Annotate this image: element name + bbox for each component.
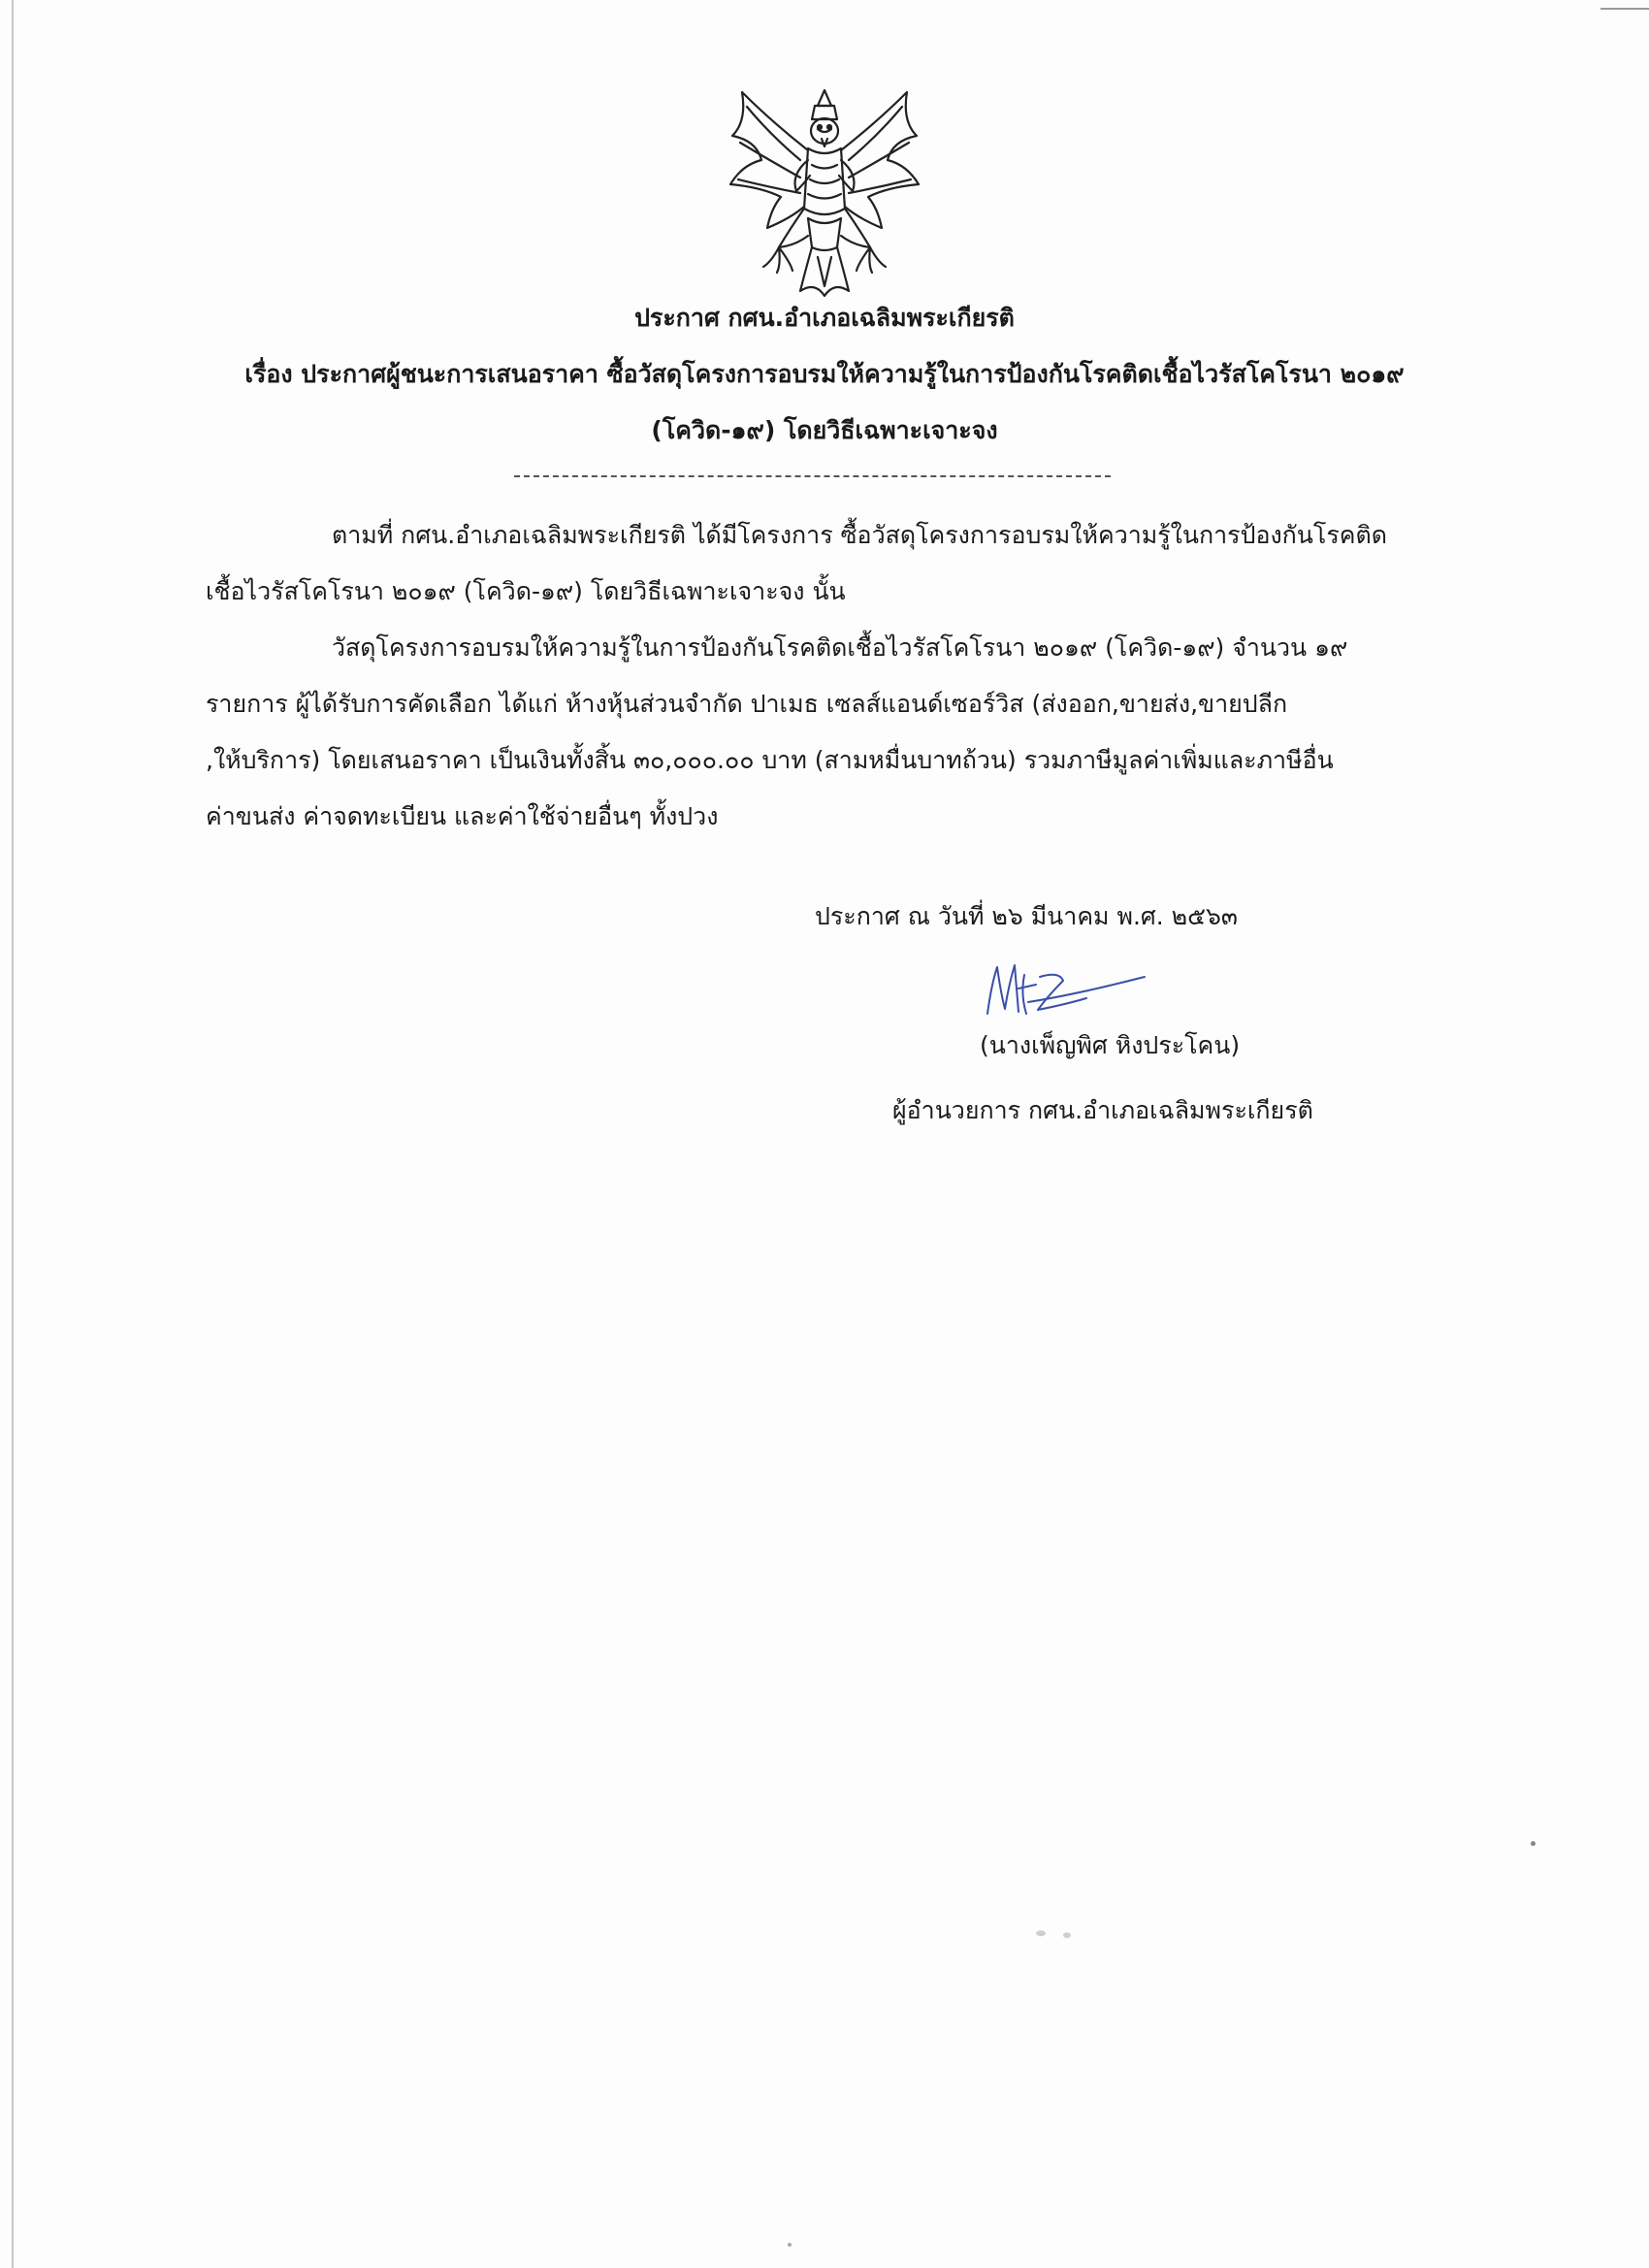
scan-edge-top <box>1600 8 1649 10</box>
paragraph-1-line-2: เชื้อไวรัสโคโรนา ๒๐๑๙ (โควิด-๑๙) โดยวิธีเฉพาะเจาะจง นั้น <box>206 577 846 605</box>
announcement-subject-line-2: (โควิด-๑๙) โดยวิธีเฉพาะเจาะจง <box>651 416 998 444</box>
announcement-date: ประกาศ ณ วันที่ ๒๖ มีนาคม พ.ศ. ๒๕๖๓ <box>815 902 1239 930</box>
scan-edge-left <box>12 0 14 2268</box>
paragraph-2-line-2: รายการ ผู้ได้รับการคัดเลือก ได้แก่ ห้างหุ้นส่วนจำกัด ปาเมธ เซลส์แอนด์เซอร์วิส (ส่งออก,ขายส่ง,ขายปลีก <box>206 690 1288 718</box>
paragraph-2-line-4: ค่าขนส่ง ค่าจดทะเบียน และค่าใช้จ่ายอื่นๆ ทั้งปวง <box>206 802 719 830</box>
paragraph-2-line-1: วัสดุโครงการอบรมให้ความรู้ในการป้องกันโรคติดเชื้อไวรัสโคโรนา ๒๐๑๙ (โควิด-๑๙) จำนวน ๑๙ <box>332 633 1348 662</box>
paragraph-1-line-1: ตามที่ กศน.อำเภอเฉลิมพระเกียรติ ได้มีโครงการ ซื้อวัสดุโครงการอบรมให้ความรู้ในการป้องกันโรคติด <box>332 521 1387 549</box>
dashed-separator <box>514 475 1111 477</box>
garuda-emblem-icon <box>703 82 946 301</box>
announcement-subject-line-1: เรื่อง ประกาศผู้ชนะการเสนอราคา ซื้อวัสดุโครงการอบรมให้ความรู้ในการป้องกันโรคติดเชื้อไวรัสโคโรนา ๒๐๑๙ <box>244 360 1405 388</box>
handwritten-signature-icon <box>970 956 1164 1023</box>
scan-speck <box>1063 1932 1071 1938</box>
paragraph-2-line-3: ,ให้บริการ) โดยเสนอราคา เป็นเงินทั้งสิ้น ๓๐,๐๐๐.๐๐ บาท (สามหมื่นบาทถ้วน) รวมภาษีมูลค่าเพิ่มและภาษีอื่น <box>206 746 1334 774</box>
announcement-heading: ประกาศ กศน.อำเภอเฉลิมพระเกียรติ <box>634 304 1015 332</box>
scan-speck <box>788 2243 792 2247</box>
scan-speck <box>1036 1930 1046 1936</box>
scan-speck <box>1531 1841 1536 1846</box>
signer-name: (นางเพ็ญพิศ หิงประโคน) <box>980 1031 1241 1059</box>
signer-title: ผู้อำนวยการ กศน.อำเภอเฉลิมพระเกียรติ <box>892 1096 1313 1124</box>
